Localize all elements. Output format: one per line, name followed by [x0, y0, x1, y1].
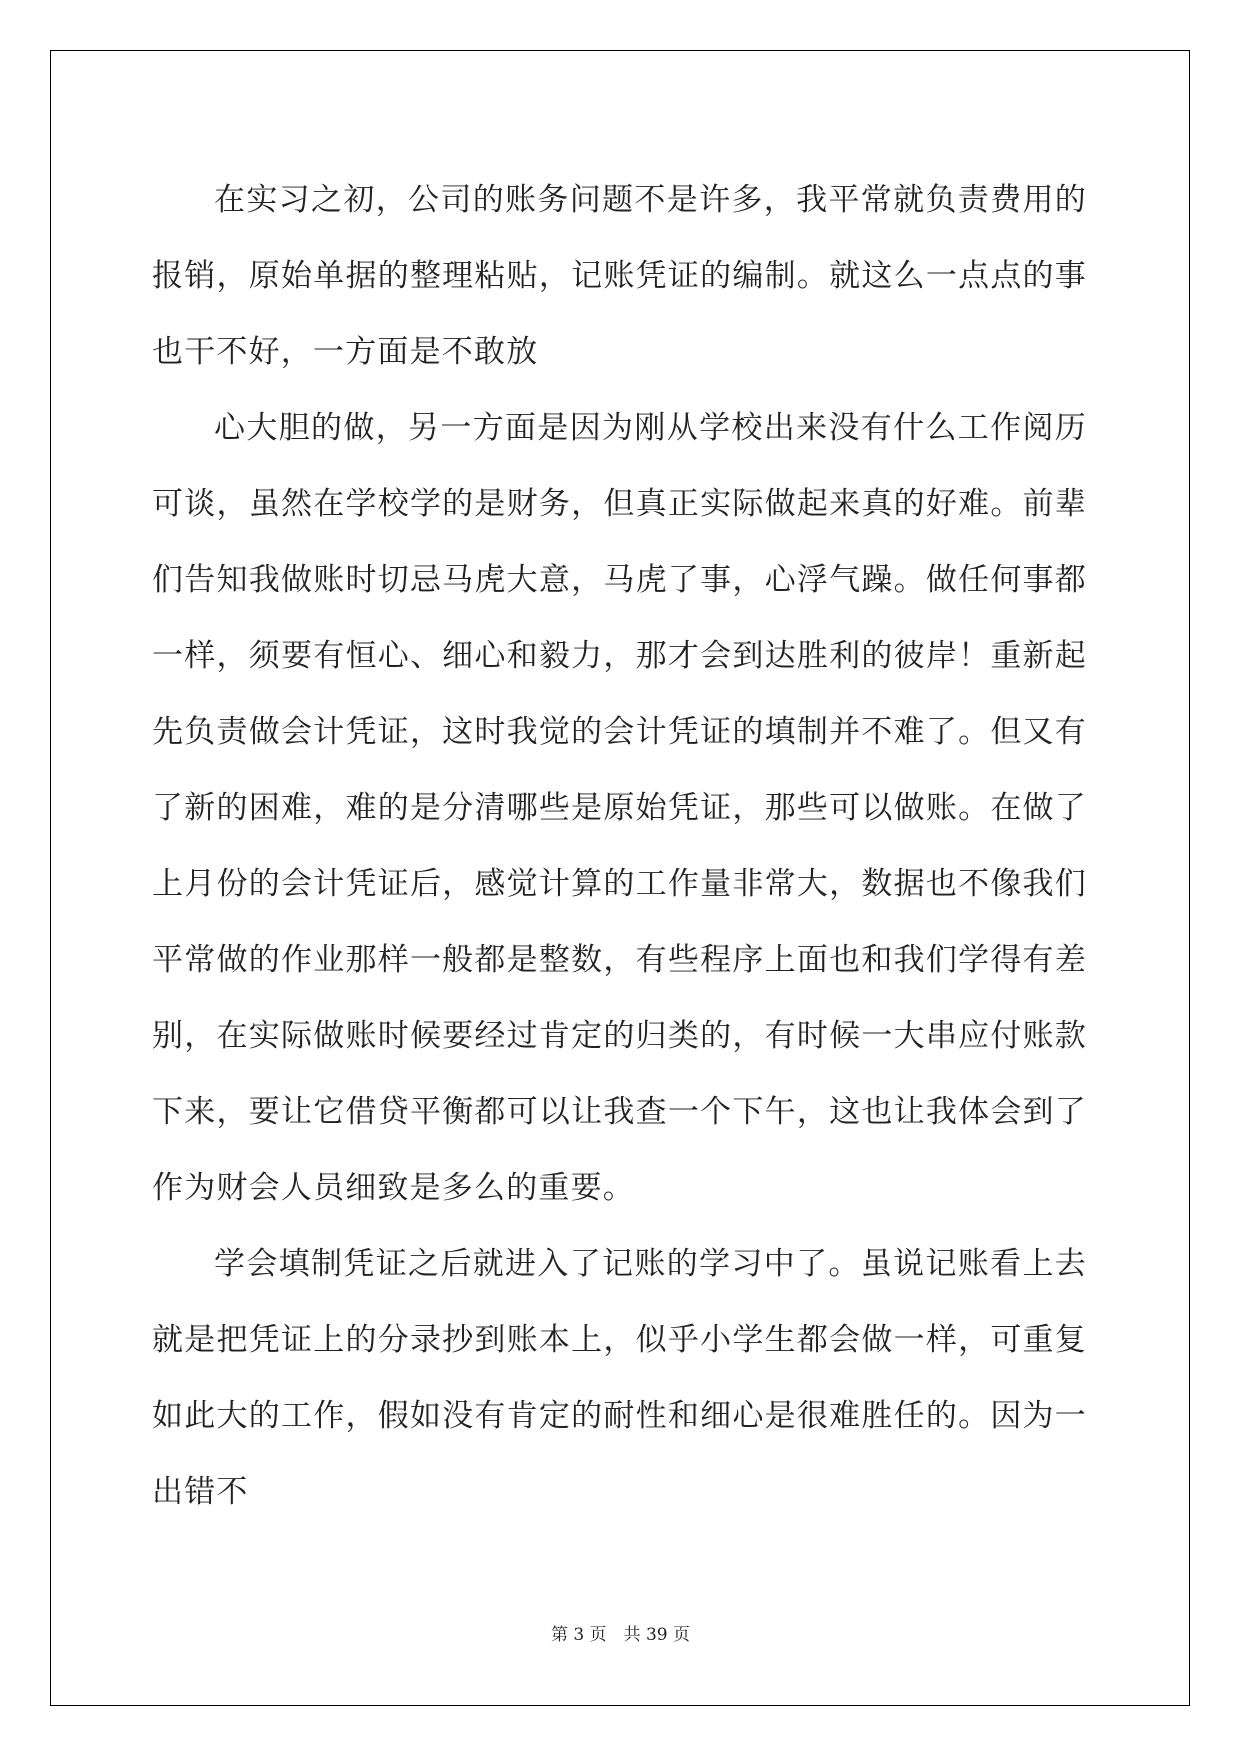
paragraph-3: 学会填制凭证之后就进入了记账的学习中了。虽说记账看上去就是把凭证上的分录抄到账本上，似乎小学生都会做一样，可重复如此大的工作，假如没有肯定的耐性和细心是很难胜任的。因为一出错不 [152, 1246, 1087, 1510]
document-body [152, 162, 1087, 1530]
page-footer: 第 3 页 共 39 页 [550, 1625, 691, 1645]
paragraph-1: 在实习之初，公司的账务问题不是许多，我平常就负责费用的报销，原始单据的整理粘贴，记账凭证的编制。就这么一点点的事也干不好，一方面是不敢放 [152, 182, 1087, 370]
paragraph-2: 心大胆的做，另一方面是因为刚从学校出来没有什么工作阅历可谈，虽然在学校学的是财务，但真正实际做起来真的好难。前辈们告知我做账时切忌马虎大意，马虎了事，心浮气躁。做任何事都一样，须要有恒心、细心和毅力，那才会到达胜利的彼岸！重新起先负责做会计凭证，这时我觉的会计凭证的填制并不难了。但又有了新的困难，难的是分清哪些是原始凭证，那些可以做账。在做了上月份的会计凭证后，感觉计算的工作量非常大，数据也不像我们平常做的作业那样一般都是整数，有些程序上面也和我们学得有差别，在实际做账时候要经过肯定的归类的，有时候一大串应付账款下来，要让它借贷平衡都可以让我查一个下午，这也让我体会到了作为财会人员细致是多么的重要。 [152, 410, 1087, 1206]
